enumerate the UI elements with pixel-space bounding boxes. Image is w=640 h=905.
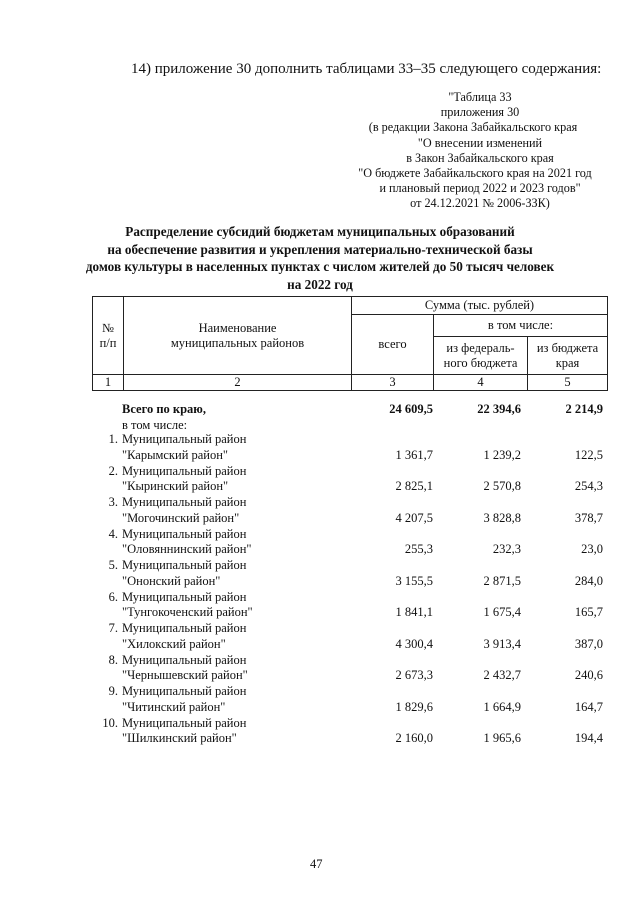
row-number: 6. — [108, 589, 118, 604]
district-name: "Оловяннинский район" — [122, 542, 252, 556]
page-number: 47 — [310, 857, 323, 871]
district-name: "Хилокский район" — [122, 636, 226, 651]
heading-line: на обеспечение развития и укрепления материально-технической базы — [107, 241, 533, 257]
col-header-including: в том числе: — [434, 315, 608, 337]
col-header-federal: из федераль- ного бюджета — [434, 337, 528, 375]
col-header-regional: из бюджета края — [528, 337, 608, 375]
table-row — [92, 716, 607, 748]
row-total: 3 155,5 — [395, 573, 433, 588]
column-number: 2 — [124, 375, 352, 391]
district-type: Муниципальный район — [122, 715, 247, 730]
column-number-row — [93, 375, 608, 391]
heading-line: Распределение субсидий бюджетам муниципальных образований — [125, 224, 515, 239]
district-type: Муниципальный район — [122, 526, 247, 541]
row-total: 4 207,5 — [395, 510, 433, 525]
row-regional: 194,4 — [574, 731, 603, 745]
row-total: 1 361,7 — [395, 447, 433, 462]
stamp-line: "Таблица 33 — [448, 90, 512, 104]
row-federal: 1 965,6 — [483, 731, 521, 745]
row-number: 3. — [108, 495, 118, 509]
table-body — [92, 402, 607, 747]
district-name: "Чернышевский район" — [122, 668, 248, 682]
stamp-line: приложения 30 — [440, 105, 520, 120]
total-sum: 24 609,5 — [389, 402, 433, 416]
heading-line: домов культуры в населенных пунктах с числом жителей до 50 тысяч человек — [85, 259, 555, 274]
district-name: "Тунгокоченский район" — [122, 605, 253, 619]
heading-line: на 2022 год — [287, 276, 353, 292]
stamp-line: (в редакции Закона Забайкальского края — [368, 120, 578, 135]
district-name: "Шилкинский район" — [122, 731, 237, 745]
row-total: 1 841,1 — [395, 605, 433, 619]
column-number: 4 — [434, 375, 528, 391]
total-sublabel: в том числе: — [122, 417, 188, 432]
district-type: Муниципальный район — [122, 558, 247, 572]
row-total: 2 673,3 — [395, 668, 433, 682]
stamp-line: от 24.12.2021 № 2006-ЗЗК) — [410, 196, 550, 211]
district-rows — [92, 432, 607, 747]
table-row — [92, 495, 607, 527]
row-federal: 1 664,9 — [483, 699, 521, 714]
table-row — [92, 558, 607, 590]
district-type: Муниципальный район — [122, 621, 247, 635]
district-name: "Могочинский район" — [122, 510, 240, 525]
row-federal: 1 239,2 — [483, 447, 521, 462]
stamp-line: в Закон Забайкальского края — [406, 150, 554, 165]
row-regional: 122,5 — [574, 447, 603, 462]
total-regional: 2 214,9 — [565, 402, 603, 416]
district-name: "Кыринский район" — [122, 479, 229, 493]
col-header-number: № п/п — [93, 297, 124, 375]
row-regional: 284,0 — [574, 573, 603, 588]
row-regional: 240,6 — [574, 668, 603, 682]
row-federal: 2 871,5 — [483, 573, 521, 588]
row-regional: 23,0 — [581, 542, 603, 556]
row-federal: 3 913,4 — [483, 636, 521, 651]
row-total: 4 300,4 — [395, 636, 433, 651]
table-row — [92, 432, 607, 464]
table-row — [92, 653, 607, 685]
row-total: 2 825,1 — [395, 479, 433, 493]
row-number: 4. — [108, 526, 118, 541]
column-number: 3 — [352, 375, 434, 391]
table-row — [92, 464, 607, 496]
row-federal: 1 675,4 — [483, 605, 521, 619]
row-number: 2. — [108, 463, 118, 478]
district-type: Муниципальный район — [122, 684, 247, 698]
row-regional: 378,7 — [574, 510, 603, 525]
col-header-name: Наименование муниципальных районов — [124, 297, 352, 375]
row-federal: 2 570,8 — [483, 479, 521, 493]
row-number: 10. — [102, 715, 118, 730]
stamp-line: "О внесении изменений — [417, 135, 543, 150]
row-total: 2 160,0 — [395, 731, 433, 745]
total-federal: 22 394,6 — [477, 402, 521, 416]
district-name: "Ононский район" — [122, 573, 221, 588]
row-federal: 3 828,8 — [483, 510, 521, 525]
row-total: 255,3 — [404, 542, 433, 556]
district-type: Муниципальный район — [122, 495, 247, 509]
row-number: 5. — [108, 558, 118, 572]
row-regional: 165,7 — [574, 605, 603, 619]
table-row — [92, 621, 607, 653]
row-number: 1. — [108, 432, 118, 446]
row-regional: 164,7 — [574, 699, 603, 714]
district-type: Муниципальный район — [122, 652, 247, 667]
row-number: 7. — [108, 621, 118, 635]
table-heading — [60, 223, 580, 293]
table-row — [92, 684, 607, 716]
total-label: Всего по краю, — [122, 402, 206, 416]
row-total: 1 829,6 — [395, 699, 433, 714]
total-row — [92, 402, 607, 432]
district-name: "Читинский район" — [122, 699, 226, 714]
row-number: 8. — [108, 652, 118, 667]
row-regional: 254,3 — [574, 479, 603, 493]
district-type: Муниципальный район — [122, 463, 247, 478]
subsidy-table-header — [92, 296, 608, 391]
column-number: 1 — [93, 375, 124, 391]
table-reference-stamp — [360, 90, 600, 212]
col-header-sum: Сумма (тыс. рублей) — [352, 297, 608, 315]
row-regional: 387,0 — [574, 636, 603, 651]
table-row — [92, 590, 607, 622]
col-header-total: всего — [352, 315, 434, 375]
district-type: Муниципальный район — [122, 589, 247, 604]
stamp-line: и плановый период 2022 и 2023 годов" — [379, 181, 581, 196]
intro-paragraph: 14) приложение 30 дополнить таблицами 33–35 следующего содержания: — [131, 61, 602, 77]
row-federal: 2 432,7 — [483, 668, 521, 682]
column-number: 5 — [528, 375, 608, 391]
table-row — [92, 527, 607, 559]
district-name: "Карымский район" — [122, 447, 229, 462]
row-federal: 232,3 — [492, 542, 521, 556]
stamp-line: "О бюджете Забайкальского края на 2021 год — [358, 166, 592, 181]
district-type: Муниципальный район — [122, 432, 247, 446]
row-number: 9. — [108, 684, 118, 698]
